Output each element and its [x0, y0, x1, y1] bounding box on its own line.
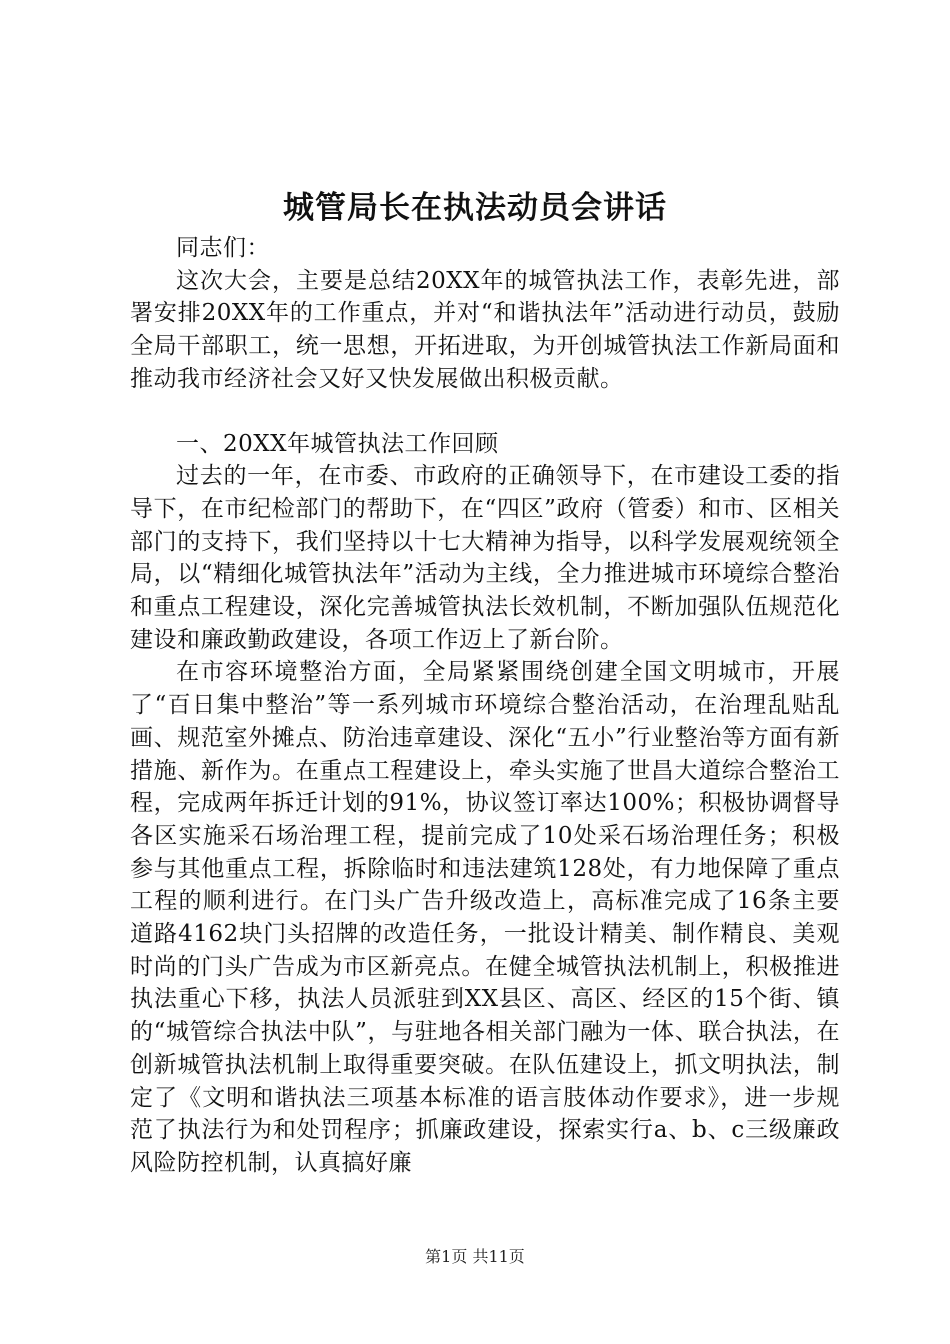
- section-heading: 一、20XX年城管执法工作回顾: [176, 430, 499, 457]
- intro-paragraph: 这次大会，主要是总结20XX年的城管执法工作，表彰先进，部署安排20XX年的工作重点，并对“和谐执法年”活动进行动员，鼓励全局干部职工，统一思想，开拓进取，为开创城管执法工作新局面和推动我市经济社会又好又快发展做出积极贡献。: [130, 267, 840, 392]
- body-paragraph: 在市容环境整治方面，全局紧紧围绕创建全国文明城市，开展了“百日集中整治”等一系列城市环境综合整治活动，在治理乱贴乱画、规范室外摊点、防治违章建设、深化“五小”行业整治等方面有新措施、新作为。在重点工程建设上，牵头实施了世昌大道综合整治工程，完成两年拆迁计划的91%，协议签订率达100%；积极协调督导各区实施采石场治理工程，提前完成了10处采石场治理任务；积极参与其他重点工程，拆除临时和违法建筑128处，有力地保障了重点工程的顺利进行。在门头广告升级改造上，高标准完成了16条主要道路4162块门头招牌的改造任务，一批设计精美、制作精良、美观时尚的门头广告成为市区新亮点。在健全城管执法机制上，积极推进执法重心下移，执法人员派驻到XX县区、高区、经区的15个街、镇的“城管综合执法中队”，与驻地各相关部门融为一体、联合执法，在创新城管执法机制上取得重要突破。在队伍建设上，抓文明执法，制定了《文明和谐执法三项基本标准的语言肢体动作要求》，进一步规范了执法行为和处罚程序；抓廉政建设，探索实行a、b、c三级廉政风险防控机制，认真搞好廉: [130, 659, 840, 1176]
- document-title: 城管局长在执法动员会讲话: [283, 190, 667, 226]
- page-number-footer: 第1页 共11页: [425, 1247, 525, 1266]
- body-paragraph: 过去的一年，在市委、市政府的正确领导下，在市建设工委的指导下，在市纪检部门的帮助下，在“四区”政府（管委）和市、区相关部门的支持下，我们坚持以十七大精神为指导，以科学发展观统领全局，以“精细化城管执法年”活动为主线，全力推进城市环境综合整治和重点工程建设，深化完善城管执法长效机制，不断加强队伍规范化建设和廉政勤政建设，各项工作迈上了新台阶。: [130, 463, 840, 653]
- section-spacer: [130, 396, 840, 428]
- salutation: 同志们：: [176, 235, 270, 261]
- document-body: [130, 232, 840, 1180]
